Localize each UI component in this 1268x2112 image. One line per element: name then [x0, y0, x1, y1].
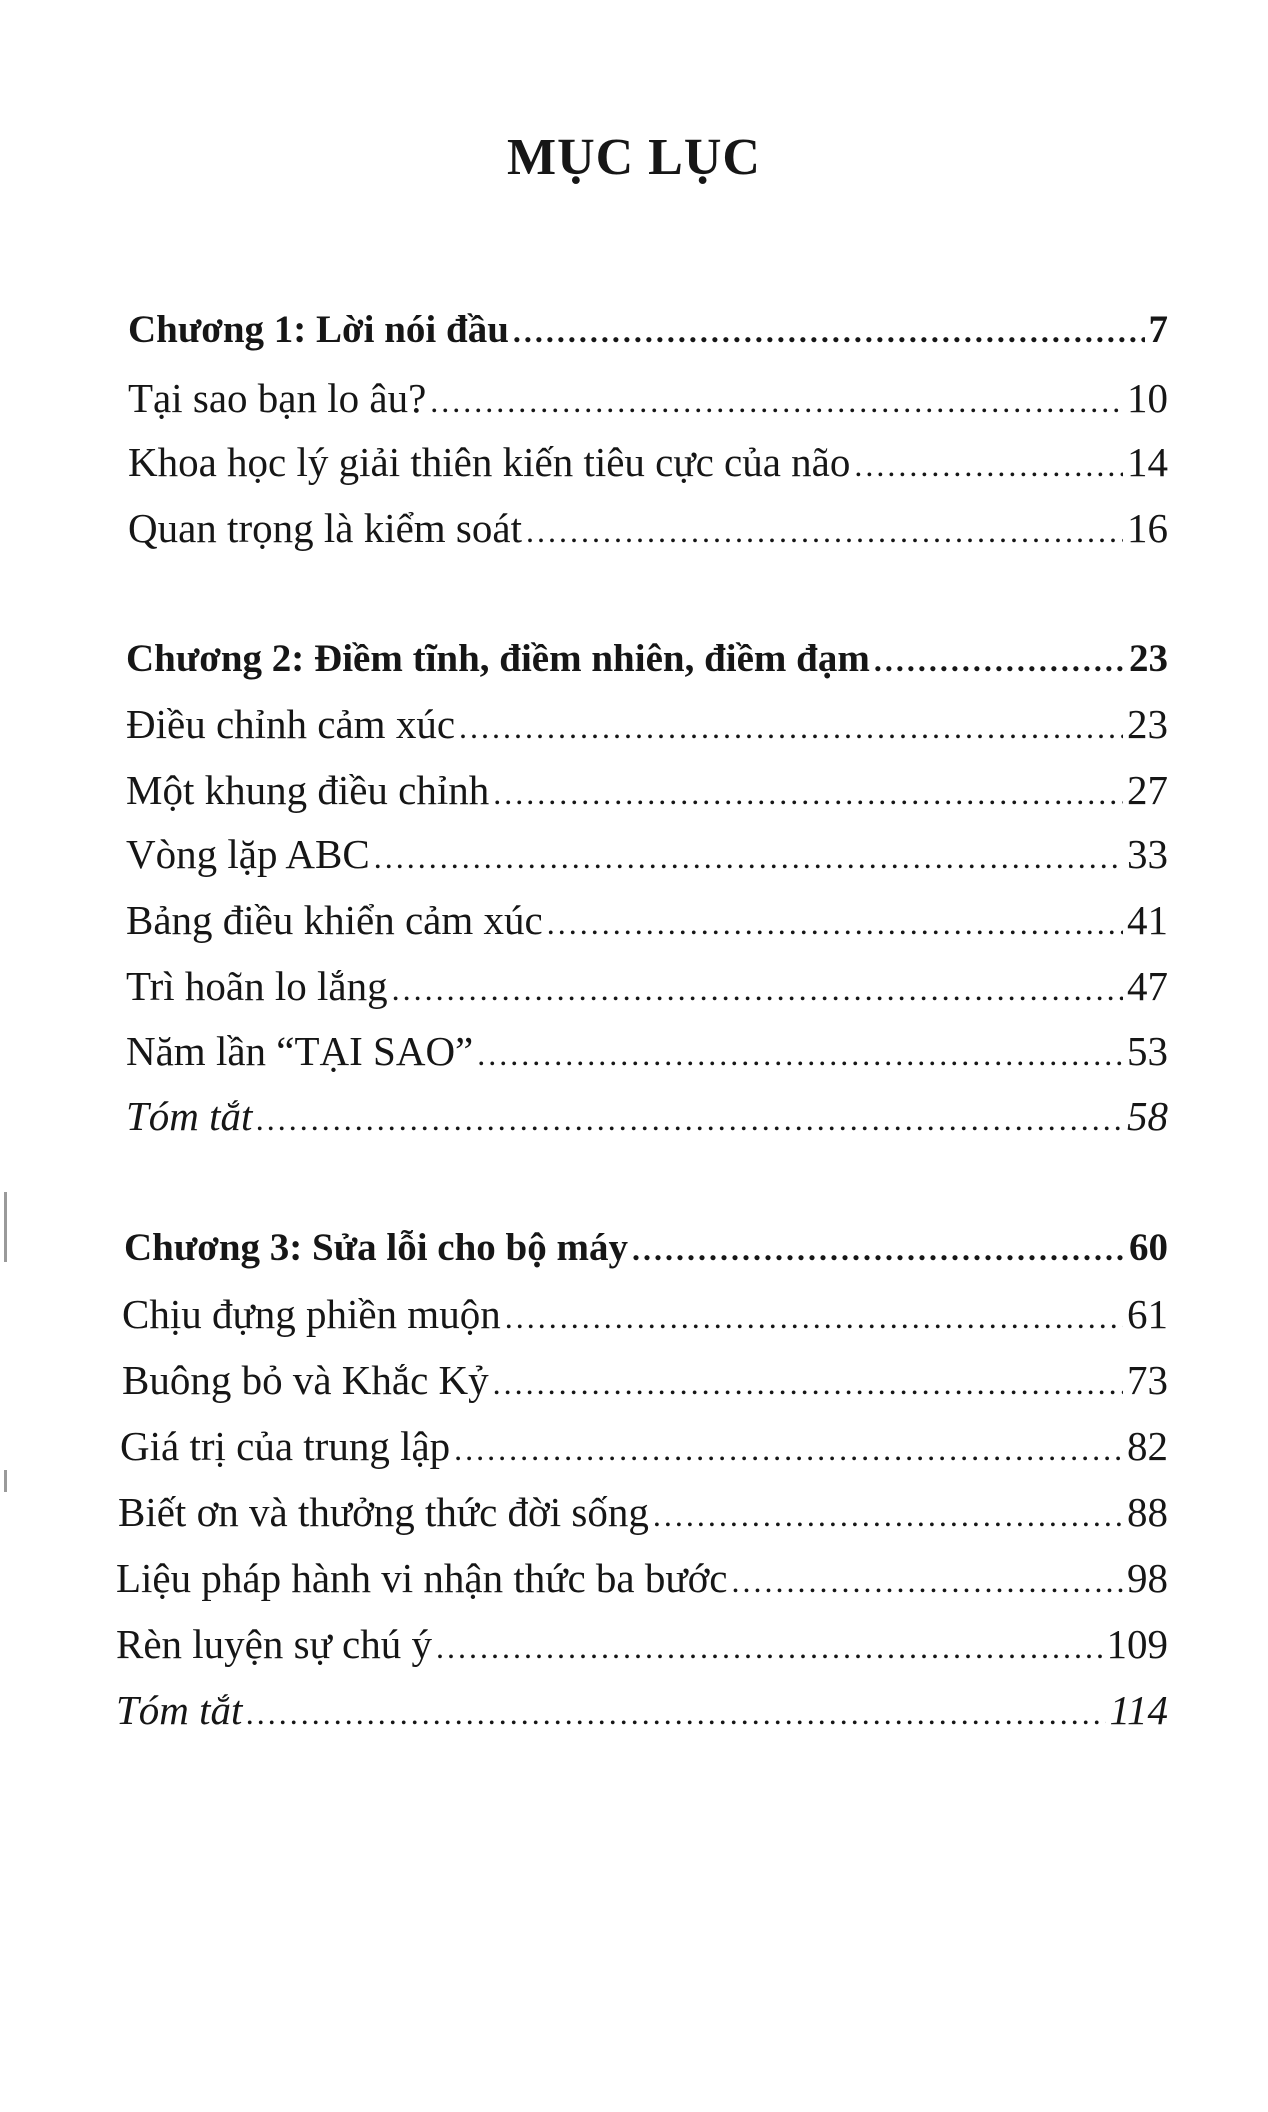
- toc-leader-dots: [854, 439, 1123, 491]
- toc-entry: [126, 960, 1168, 1015]
- toc-entry-label: Chương 1: Lời nói đầu: [128, 308, 509, 351]
- toc-leader-dots: [374, 831, 1123, 883]
- toc-entry: [128, 372, 1168, 427]
- toc-entry: [126, 1025, 1168, 1080]
- toc-entry-label: Trì hoãn lo lắng: [126, 963, 388, 1009]
- toc-entry: [126, 894, 1168, 949]
- toc-entry-page: 114: [1109, 1687, 1168, 1733]
- toc-leader-dots: [477, 1028, 1123, 1080]
- toc-entry-page: 58: [1127, 1093, 1168, 1139]
- toc-leader-dots: [436, 1621, 1102, 1673]
- toc-entry-label: Buông bỏ và Khắc Kỷ: [122, 1357, 489, 1403]
- toc-leader-dots: [513, 305, 1145, 357]
- toc-chapter-1: [128, 304, 1168, 357]
- page-edge-mark: [4, 1470, 7, 1492]
- toc-entry-label: Quan trọng là kiểm soát: [128, 505, 522, 551]
- toc-chapter-3: [124, 1222, 1168, 1275]
- toc-entry-page: 23: [1129, 637, 1168, 680]
- toc-entry-page: 61: [1127, 1291, 1168, 1337]
- toc-entry-page: 33: [1127, 831, 1168, 877]
- toc-entry-label: Chịu đựng phiền muộn: [122, 1291, 501, 1337]
- toc-entry: [126, 828, 1168, 883]
- toc-entry-label: Giá trị của trung lập: [120, 1423, 451, 1469]
- page-edge-mark: [4, 1192, 7, 1262]
- toc-entry-page: 98: [1127, 1555, 1168, 1601]
- toc-entry: [128, 502, 1168, 557]
- toc-entry-page: 60: [1129, 1226, 1168, 1269]
- toc-entry-summary: [116, 1684, 1168, 1739]
- toc-leader-dots: [459, 701, 1123, 753]
- toc-leader-dots: [246, 1687, 1105, 1739]
- toc-entry-page: 73: [1127, 1357, 1168, 1403]
- toc-leader-dots: [653, 1489, 1123, 1541]
- toc-entry-label: Liệu pháp hành vi nhận thức ba bước: [116, 1555, 728, 1601]
- toc-entry: [126, 698, 1168, 753]
- toc-leader-dots: [493, 1357, 1123, 1409]
- toc-leader-dots: [505, 1291, 1123, 1343]
- toc-entry: [118, 1486, 1168, 1541]
- toc-entry-page: 109: [1106, 1621, 1168, 1667]
- toc-entry-label: Chương 2: Điềm tĩnh, điềm nhiên, điềm đạm: [126, 637, 870, 680]
- toc-chapter-2: [126, 633, 1168, 686]
- toc-entry: [122, 1288, 1168, 1343]
- toc-entry-label: Rèn luyện sự chú ý: [116, 1621, 433, 1667]
- toc-leader-dots: [256, 1093, 1123, 1145]
- toc-entry-page: 7: [1148, 308, 1168, 351]
- toc-entry-page: 14: [1127, 439, 1168, 485]
- page-title: MỤC LỤC: [507, 129, 761, 186]
- toc-entry-page: 16: [1127, 505, 1168, 551]
- toc-leader-dots: [731, 1555, 1123, 1607]
- toc-entry-page: 47: [1127, 963, 1168, 1009]
- toc-entry-label: Tại sao bạn lo âu?: [128, 375, 427, 421]
- toc-entry-label: Khoa học lý giải thiên kiến tiêu cực của não: [128, 439, 851, 485]
- toc-leader-dots: [632, 1223, 1125, 1275]
- toc-leader-dots: [392, 963, 1123, 1015]
- toc-leader-dots: [874, 634, 1125, 686]
- toc-entry-label: Biết ơn và thưởng thức đời sống: [118, 1489, 649, 1535]
- toc-entry: [120, 1420, 1168, 1475]
- toc-entry-label: Vòng lặp ABC: [126, 831, 370, 877]
- toc-entry: [126, 764, 1168, 819]
- toc-entry-label: Tóm tắt: [116, 1687, 243, 1733]
- toc-entry-page: 27: [1127, 767, 1168, 813]
- toc-entry-label: Điều chỉnh cảm xúc: [126, 701, 456, 747]
- toc-entry-summary: [126, 1090, 1168, 1145]
- toc-leader-dots: [547, 897, 1123, 949]
- toc-entry-page: 10: [1127, 375, 1168, 421]
- toc-entry-page: 23: [1127, 701, 1168, 747]
- toc-entry-page: 88: [1127, 1489, 1168, 1535]
- toc-entry: [128, 436, 1168, 491]
- toc-leader-dots: [430, 375, 1123, 427]
- toc-entry-label: Năm lần “TẠI SAO”: [126, 1028, 474, 1074]
- toc-entry-label: Tóm tắt: [126, 1093, 253, 1139]
- toc-entry: [116, 1552, 1168, 1607]
- toc-entry-page: 41: [1127, 897, 1168, 943]
- toc-entry: [116, 1618, 1168, 1673]
- toc-entry-label: Một khung điều chỉnh: [126, 767, 490, 813]
- toc-entry: [122, 1354, 1168, 1409]
- toc-leader-dots: [526, 505, 1123, 557]
- toc-leader-dots: [493, 767, 1123, 819]
- toc-entry-label: Chương 3: Sửa lỗi cho bộ máy: [124, 1226, 628, 1269]
- toc-entry-label: Bảng điều khiển cảm xúc: [126, 897, 543, 943]
- toc-leader-dots: [454, 1423, 1123, 1475]
- toc-entry-page: 53: [1127, 1028, 1168, 1074]
- toc-entry-page: 82: [1127, 1423, 1168, 1469]
